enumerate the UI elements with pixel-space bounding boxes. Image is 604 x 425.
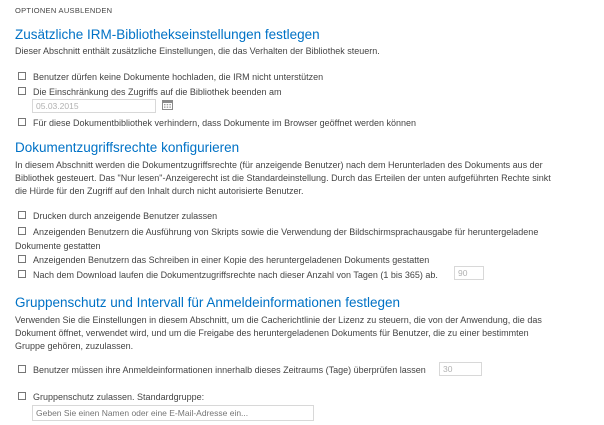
group-protect-option xyxy=(18,391,204,403)
expire-date-input[interactable] xyxy=(32,99,156,113)
calendar-icon[interactable] xyxy=(162,100,173,110)
group-description-line-3: Gruppe gehören, zuzulassen. xyxy=(15,341,134,351)
scripts-label-continued: Dokumente gestatten xyxy=(15,241,101,251)
group-protect-label: Gruppenschutz zulassen. Standardgruppe: xyxy=(33,392,205,402)
expire-checkbox[interactable] xyxy=(18,87,26,95)
doc-rights-section-heading: Dokumentzugriffsrechte konfigurieren xyxy=(15,140,240,155)
copy-checkbox[interactable] xyxy=(18,255,26,263)
no-upload-option xyxy=(18,71,323,83)
no-upload-label: Benutzer dürfen keine Dokumente hochladen, die IRM nicht unterstützen xyxy=(33,72,324,82)
verify-option xyxy=(18,364,426,376)
verify-days-input[interactable] xyxy=(439,362,482,376)
days-input[interactable] xyxy=(454,266,484,280)
no-browser-checkbox[interactable] xyxy=(18,118,26,126)
doc-rights-description-line-2: Bibliothek gesteuert. Das "Nur lesen"-Anzeigerecht ist die Standardeinstellung. Durch das Erteilen der unten aufgeführten Rechte sinkt xyxy=(15,173,551,183)
expire-option xyxy=(18,86,281,98)
doc-rights-description-line-1: In diesem Abschnitt werden die Dokumentzugriffsrechte (für anzeigende Benutzer) nach dem Herunterladen des Dokuments aus der xyxy=(15,160,543,170)
days-option xyxy=(18,269,438,281)
days-label: Nach dem Download laufen die Dokumentzugriffsrechte nach dieser Anzahl von Tagen (1 bis 365) ab. xyxy=(33,270,438,280)
scripts-option xyxy=(18,226,538,238)
default-group-input[interactable] xyxy=(32,405,314,421)
print-label: Drucken durch anzeigende Benutzer zulassen xyxy=(33,211,218,221)
expire-label: Die Einschränkung des Zugriffs auf die Bibliothek beenden am xyxy=(33,87,282,97)
group-description-line-2: Dokument öffnet, verwendet wird, und um die Freigabe des heruntergeladenen Dokuments für Benutzer, die zu einer bestimmten xyxy=(15,328,529,338)
verify-checkbox[interactable] xyxy=(18,365,26,373)
group-protect-checkbox[interactable] xyxy=(18,392,26,400)
copy-option xyxy=(18,254,429,266)
days-checkbox[interactable] xyxy=(18,270,26,278)
irm-section-description: Dieser Abschnitt enthält zusätzliche Einstellungen, die das Verhalten der Bibliothek steuern. xyxy=(15,46,380,56)
verify-label: Benutzer müssen ihre Anmeldeinformationen innerhalb dieses Zeitraums (Tage) überprüfen lassen xyxy=(33,365,426,375)
scripts-label: Anzeigenden Benutzern die Ausführung von Skripts sowie die Verwendung der Bildschirmsprachausgabe für heruntergeladene xyxy=(33,227,539,237)
print-option xyxy=(18,210,217,222)
irm-section-heading: Zusätzliche IRM-Bibliothekseinstellungen festlegen xyxy=(15,27,320,42)
copy-label: Anzeigenden Benutzern das Schreiben in einer Kopie des heruntergeladenen Dokuments gestatten xyxy=(33,255,430,265)
no-upload-checkbox[interactable] xyxy=(18,72,26,80)
no-browser-option xyxy=(18,117,416,129)
doc-rights-description-line-3: die Hürde für den Zugriff auf den Inhalt durch nicht autorisierte Benutzer. xyxy=(15,186,304,196)
hide-options-link[interactable]: OPTIONEN AUSBLENDEN xyxy=(15,6,113,15)
print-checkbox[interactable] xyxy=(18,211,26,219)
group-section-heading: Gruppenschutz und Intervall für Anmeldeinformationen festlegen xyxy=(15,295,400,310)
scripts-checkbox[interactable] xyxy=(18,227,26,235)
no-browser-label: Für diese Dokumentbibliothek verhindern, dass Dokumente im Browser geöffnet werden können xyxy=(33,118,417,128)
group-description-line-1: Verwenden Sie die Einstellungen in diesem Abschnitt, um die Cacherichtlinie der Lizenz zu steuern, die von der Anwendung, die das xyxy=(15,315,542,325)
